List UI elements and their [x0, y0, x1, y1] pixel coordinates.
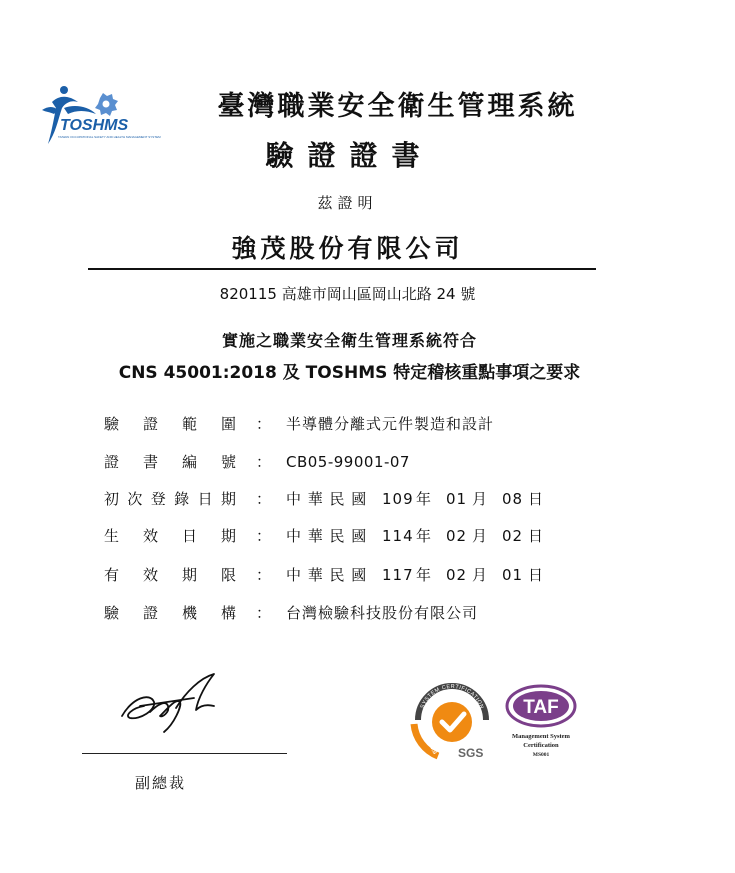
certificate-title-line2: 驗證證書	[265, 139, 434, 172]
company-name: 強茂股份有限公司	[231, 234, 464, 263]
taf-brand: TAF	[523, 697, 559, 718]
expiry-label: 有 效 期 限	[104, 566, 236, 584]
effective-date-label: 生 效 日 期	[104, 527, 236, 545]
scope-value: 半導體分離式元件製造和設計	[286, 415, 495, 433]
taf-line2: Certification	[523, 742, 559, 749]
first-registration-date: 中 華 民 國 109 年 01 月 08 日	[286, 490, 545, 508]
company-address: 820115 高雄市岡山區岡山北路 24 號	[219, 285, 476, 303]
toshms-tagline: TAIWAN OCCUPATIONAL SAFETY AND HEALTH MANAGEMENT SYSTEM	[58, 135, 161, 139]
cert-body-label: 驗 證 機 構	[104, 604, 236, 622]
handwritten-signature	[110, 668, 230, 740]
colon: ：	[256, 415, 272, 433]
company-underline	[88, 268, 596, 270]
signature-line	[82, 753, 287, 754]
taf-line3: MS001	[532, 752, 550, 758]
sgs-side-text: TOSHMS	[420, 730, 438, 756]
sgs-arc-text: SYSTEM CERTIFICATION	[419, 683, 485, 711]
certificate-title-line1: 臺灣職業安全衛生管理系統	[217, 91, 578, 122]
sgs-check-mark	[410, 678, 496, 760]
cert-no-label: 證 書 編 號	[104, 453, 236, 471]
first-registration-label: 初 次 登 錄 日 期	[104, 490, 236, 508]
intro-text: 茲證明	[317, 194, 378, 212]
toshms-brand-text: TOSHMS	[60, 117, 129, 134]
colon: ：	[256, 527, 272, 545]
colon: ：	[256, 490, 272, 508]
scope-label: 驗 證 範 圍	[104, 415, 236, 433]
taf-logo	[500, 682, 582, 766]
colon: ：	[256, 566, 272, 584]
signatory-title: 副總裁	[135, 774, 187, 792]
expiry-date: 中 華 民 國 117 年 02 月 01 日	[286, 566, 545, 584]
cert-no-value: CB05-99001-07	[286, 453, 410, 471]
effective-date: 中 華 民 國 114 年 02 月 02 日	[286, 527, 545, 545]
taf-line1: Management System	[512, 733, 570, 740]
cert-body-value: 台灣檢驗科技股份有限公司	[286, 604, 479, 622]
sgs-brand: SGS	[458, 746, 484, 760]
statement-line2: CNS 45001:2018 及 TOSHMS 特定稽核重點事項之要求	[118, 363, 581, 383]
colon: ：	[256, 604, 272, 622]
colon: ：	[256, 453, 272, 471]
statement-line1: 實施之職業安全衛生管理系統符合	[221, 331, 477, 350]
